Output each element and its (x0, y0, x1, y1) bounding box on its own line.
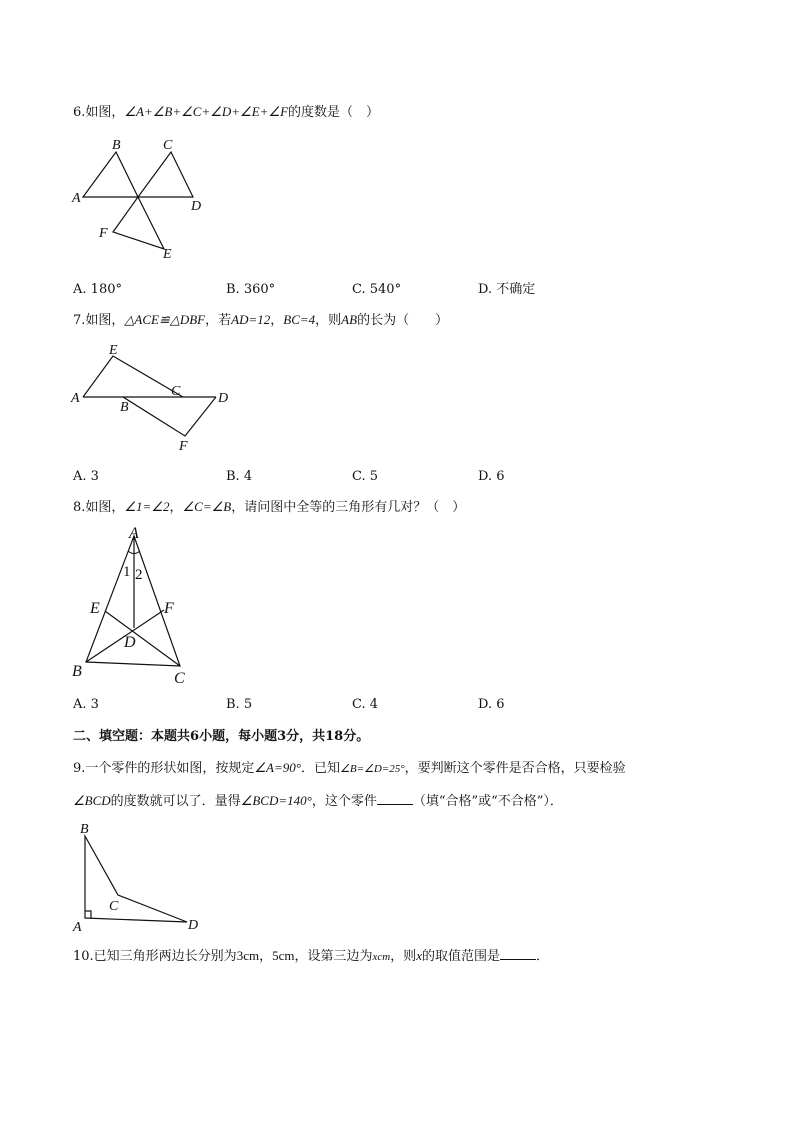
q9-angle-a: ∠A=90° (254, 760, 301, 775)
q8-label-e: E (90, 600, 100, 617)
q7-option-a[interactable]: A. 3 (73, 469, 99, 484)
q10-side-3: xcm (372, 951, 391, 963)
q8-label-f: F (164, 600, 174, 617)
q10-var-x: x (416, 948, 423, 963)
question-6-stem (73, 102, 379, 123)
q7-option-d[interactable]: D. 6 (478, 469, 505, 484)
q9-angle-bd: ∠B=∠D=25° (340, 763, 405, 775)
q6-option-a[interactable]: A. 180° (73, 282, 122, 297)
q9-right-angle-mark (85, 911, 91, 918)
q6-label-d: D (191, 199, 202, 214)
question-10-stem: 10.已知三角形两边长分别为3cm，5cm，设第三边为xcm，则x的取值范围是 ． (73, 945, 549, 967)
question-9-line-2: ∠BCD的度数就可以了．量得∠BCD=140°，这个零件 （填“合格”或“不合格”）． (73, 790, 563, 812)
q7-label-f: F (179, 439, 188, 454)
q8-option-d[interactable]: D. 6 (478, 697, 505, 712)
q6-figure (68, 134, 218, 264)
q9-label-c: C (109, 899, 119, 914)
q8-label-d: D (124, 634, 136, 651)
q8-label-a: A (129, 525, 139, 542)
q7-congruence: △ACE≌△DBF (124, 312, 206, 327)
q10-answer-blank[interactable] (500, 945, 536, 960)
q6-triangle-abo (83, 152, 138, 197)
q8-option-c[interactable]: C. 4 (352, 697, 379, 712)
q9-label-a: A (73, 920, 82, 935)
q7-bc: BC=4 (283, 312, 316, 327)
q8-line-ce (105, 611, 180, 666)
q6-option-c[interactable]: C. 540° (352, 282, 402, 297)
q7-figure (68, 340, 238, 455)
q6-label-f: F (99, 226, 108, 241)
q9-shape-abcd (85, 836, 187, 922)
q8-option-b[interactable]: B. 5 (226, 697, 253, 712)
q6-label-a: A (72, 191, 81, 206)
q7-label-b: B (120, 400, 129, 415)
q7-label-e: E (109, 343, 118, 358)
q10-side-1: 3cm (236, 948, 260, 963)
q7-label-c: C (171, 384, 181, 399)
q8-label-angle-2: 2 (135, 567, 143, 583)
q9-angle-measured: ∠BCD=140° (240, 793, 312, 808)
question-9-line-1: 9.一个零件的形状如图，按规定∠A=90°．已知∠B=∠D=25°，要判断这个零件是否合格，只要检验 (73, 760, 626, 776)
q6-option-d[interactable]: D. 不确定 (478, 282, 536, 297)
q9-label-b: B (80, 822, 89, 837)
q9-answer-blank[interactable] (377, 790, 413, 805)
q6-label-b: B (112, 138, 121, 153)
q9-figure (68, 818, 208, 936)
q8-label-b: B (72, 663, 82, 680)
section-2-heading: 二、填空题：本题共6小题，每小题3分，共18分。 (73, 729, 370, 744)
q7-option-b[interactable]: B. 4 (226, 469, 253, 484)
q6-prefix: 6.如图， (73, 105, 125, 120)
q7-option-c[interactable]: C. 5 (352, 469, 379, 484)
q6-triangle-ofe (113, 197, 164, 249)
q6-triangle-ocd (138, 152, 193, 197)
q8-cond-2: ∠C=∠B (182, 499, 232, 514)
q10-side-2: 5cm (272, 948, 295, 963)
q9-label-d: D (188, 918, 199, 933)
question-8-stem: 8.如图，∠1=∠2，∠C=∠B，请问图中全等的三角形有几对？（ ） (73, 499, 466, 515)
q9-angle-bcd: ∠BCD (73, 793, 111, 808)
question-7-stem: 7.如图，△ACE≌△DBF，若AD=12，BC=4，则AB的长为（ ） (73, 312, 449, 328)
q7-ab: AB (341, 312, 358, 327)
q6-label-e: E (163, 247, 172, 262)
q8-cond-1: ∠1=∠2 (124, 499, 170, 514)
q8-figure (68, 524, 208, 689)
q6-suffix: 的度数是（ ） (288, 105, 380, 120)
q7-label-d: D (218, 391, 229, 406)
q8-option-a[interactable]: A. 3 (73, 697, 99, 712)
q8-label-angle-1: 1 (123, 564, 131, 580)
q7-label-a: A (71, 391, 80, 406)
q7-ad: AD=12 (231, 312, 271, 327)
q6-option-b[interactable]: B. 360° (226, 282, 276, 297)
q8-label-c: C (174, 670, 185, 687)
q6-angle-sum: ∠A+∠B+∠C+∠D+∠E+∠F (124, 104, 289, 119)
q6-label-c: C (163, 138, 173, 153)
q7-triangle-ace (83, 356, 183, 397)
q7-triangle-dbf (123, 397, 216, 436)
